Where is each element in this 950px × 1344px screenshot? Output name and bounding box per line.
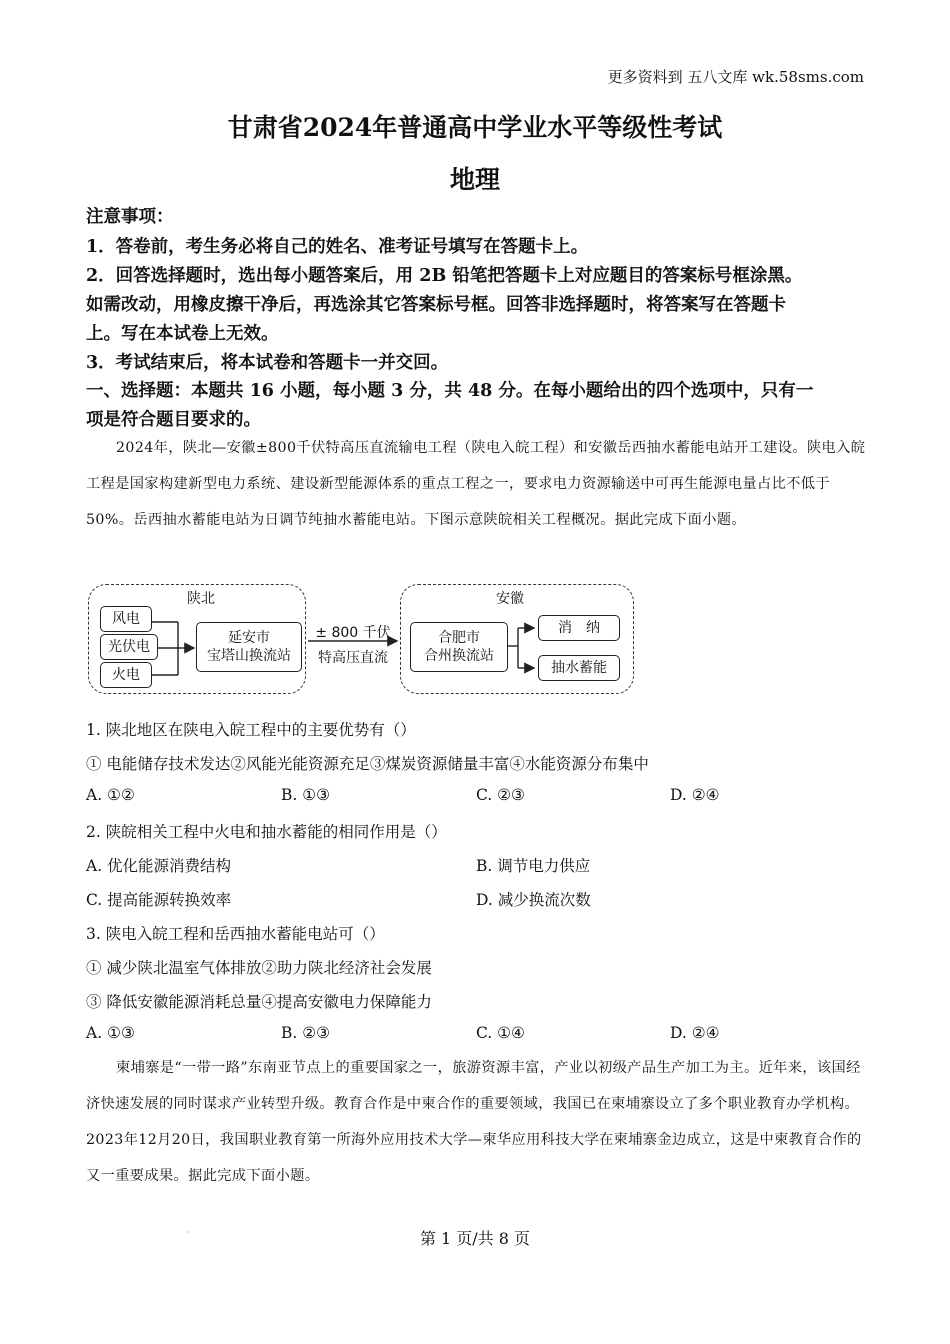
question-2-option-c[interactable]: C. 提高能源转换效率 xyxy=(86,891,232,909)
notice-item-2: 2．回答选择题时，选出每小题答案后，用 2B 铅笔把答题卡上对应题目的答案标号框涂黑。 xyxy=(86,266,803,286)
source-solar: 光伏电 xyxy=(100,634,158,660)
question-1-stem: 1. 陕北地区在陕电入皖工程中的主要优势有（） xyxy=(86,721,416,739)
section-heading-cont: 项是符合题目要求的。 xyxy=(86,410,261,430)
question-2-stem: 2. 陕皖相关工程中火电和抽水蓄能的相同作用是（） xyxy=(86,823,447,841)
yanan-converter-station xyxy=(196,622,302,672)
question-3-option-a[interactable]: A. ①③ xyxy=(86,1024,135,1042)
question-1-option-b[interactable]: B. ①③ xyxy=(281,786,331,804)
passage-2-text: 柬埔寨是“一带一路”东南亚节点上的重要国家之一，旅游资源丰富，产业以初级产品生产加工为主。近年来，该国经济快速发展的同时谋求产业转型升级。教育合作是中柬合作的重要领域，我国已在柬埔寨设立了多个职业教育办学机构。2023年12月20日，我国职业教育第一所海外应用技术大学—柬华应用科技大学在柬埔寨金边成立，这是中柬教育合作的又一重要成果。据此完成下面小题。 xyxy=(86,1060,862,1184)
question-1-option-c[interactable]: C. ②③ xyxy=(476,786,525,804)
hefei-converter-station xyxy=(410,622,508,672)
engineering-diagram xyxy=(86,582,646,702)
passage-1-text: 2024年，陕北—安徽±800千伏特高压直流输电工程（陕电入皖工程）和安徽岳西抽水蓄能电站开工建设。陕电入皖工程是国家构建新型电力系统、建设新型能源体系的重点工程之一，要求电力资源输送中可再生能源电量占比不低于50%。岳西抽水蓄能电站为日调节纯抽水蓄能电站。下图示意陕皖相关工程概况。据此完成下面小题。 xyxy=(86,440,866,528)
notice-item-3: 3．考试结束后，将本试卷和答题卡一并交回。 xyxy=(86,353,449,373)
source-wind: 风电 xyxy=(100,606,152,632)
notice-item-1: 1．答卷前，考生务必将自己的姓名、准考证号填写在答题卡上。 xyxy=(86,237,589,257)
question-3-statements-1: ① 减少陕北温室气体排放②助力陕北经济社会发展 xyxy=(86,959,432,977)
question-3-option-d[interactable]: D. ②④ xyxy=(670,1024,720,1042)
question-2-option-d[interactable]: D. 减少换流次数 xyxy=(476,891,591,909)
question-3-stem: 3. 陕电入皖工程和岳西抽水蓄能电站可（） xyxy=(86,925,385,943)
yanan-station-line2: 宝塔山换流站 xyxy=(207,648,291,664)
question-3-statements-2: ③ 降低安徽能源消耗总量④提高安徽电力保障能力 xyxy=(86,993,432,1011)
page-footer: 第 1 页/共 8 页 xyxy=(419,1229,531,1248)
question-2-option-b[interactable]: B. 调节电力供应 xyxy=(476,857,591,875)
notice-item-2-end: 上。写在本试卷上无效。 xyxy=(86,324,279,344)
header-link[interactable]: 更多资料到 五八文库 wk.58sms.com xyxy=(607,68,864,86)
passage-2 xyxy=(86,1050,868,1194)
question-1-statements: ① 电能储存技术发达②风能光能资源充足③煤炭资源储量丰富④水能资源分布集中 xyxy=(86,755,649,773)
pumped-storage-box: 抽水蓄能 xyxy=(538,655,620,681)
question-3-option-b[interactable]: B. ②③ xyxy=(281,1024,331,1042)
section-heading: 一、选择题：本题共 16 小题，每小题 3 分，共 48 分。在每小题给出的四个选项中，只有一 xyxy=(86,381,814,401)
hefei-station-line1: 合肥市 xyxy=(438,630,480,646)
shaanbei-region-label: 陕北 xyxy=(187,591,215,607)
footer-mark: · xyxy=(186,1228,189,1237)
exam-title: 甘肃省2024年普通高中学业水平等级性考试 xyxy=(227,113,723,142)
hvdc-label-2: 特高压直流 xyxy=(318,650,388,666)
question-1-option-d[interactable]: D. ②④ xyxy=(670,786,720,804)
passage-1 xyxy=(86,430,868,538)
hvdc-label-1: ± 800 千伏 xyxy=(315,625,391,641)
question-3-option-c[interactable]: C. ①④ xyxy=(476,1024,525,1042)
notice-item-2-cont: 如需改动，用橡皮擦干净后，再选涂其它答案标号框。回答非选择题时，将答案写在答题卡 xyxy=(86,295,786,315)
subject-title: 地理 xyxy=(449,165,500,194)
anhui-region-label: 安徽 xyxy=(496,591,524,607)
hefei-station-line2: 合州换流站 xyxy=(424,648,494,664)
question-2-option-a[interactable]: A. 优化能源消费结构 xyxy=(86,857,232,875)
notice-heading: 注意事项： xyxy=(86,207,174,227)
consume-box: 消 纳 xyxy=(538,615,620,641)
source-thermal: 火电 xyxy=(100,662,152,688)
question-1-option-a[interactable]: A. ①② xyxy=(86,786,135,804)
yanan-station-line1: 延安市 xyxy=(228,630,270,646)
